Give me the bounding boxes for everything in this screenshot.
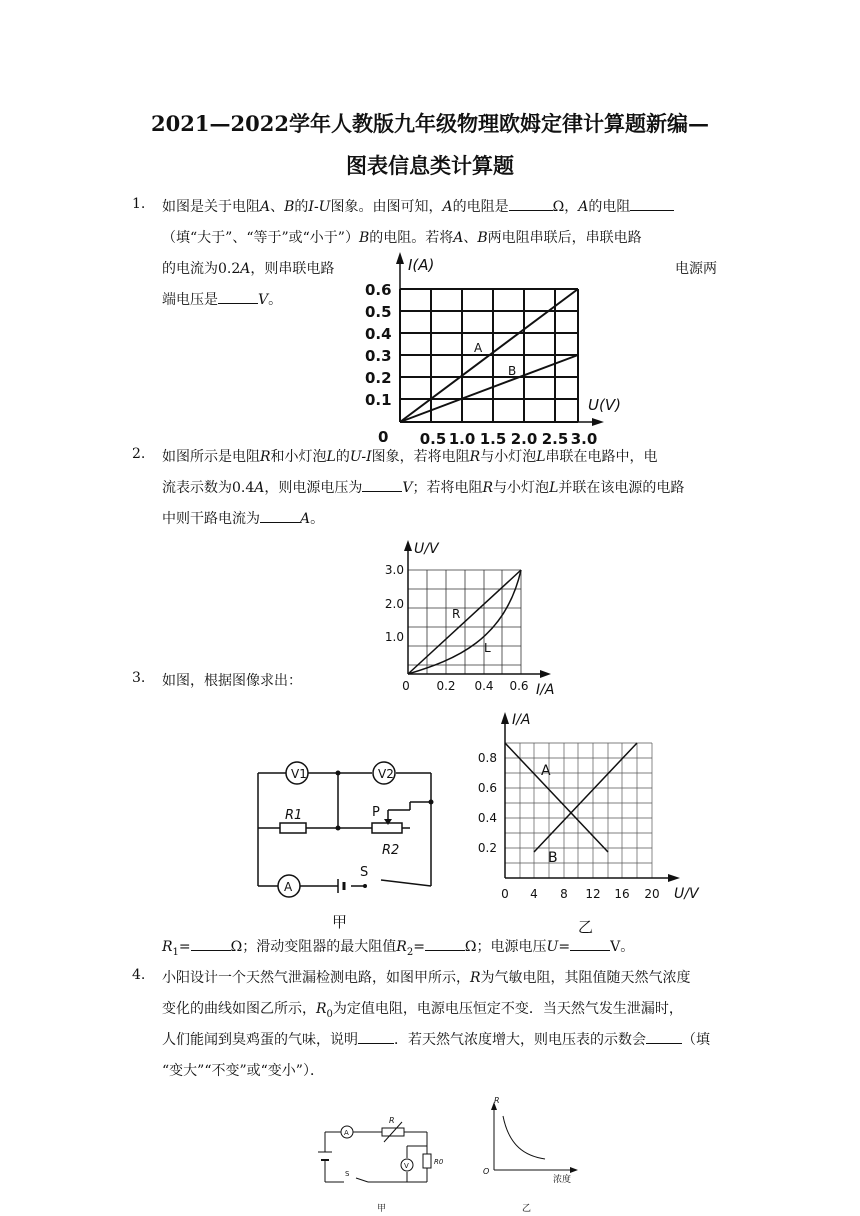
q2-y-tick: 1.0	[384, 630, 404, 644]
q3-x-tick: 8	[560, 887, 568, 901]
q2-x-tick: 0.2	[436, 679, 456, 693]
page-subtitle: 图表信息类计算题	[346, 153, 514, 178]
question-1-line-3: 的电流为0.2A，则串联电路	[162, 261, 335, 277]
q3-circuit-caption: 甲	[332, 913, 348, 931]
q3-x-tick: 20	[644, 887, 660, 901]
q3-x-tick: 0	[501, 887, 509, 901]
question-1-line-4: 端电压是 V。	[162, 292, 283, 308]
q4-origin: O	[483, 1167, 490, 1176]
q3-y-tick: 0.4	[477, 811, 497, 825]
question-4-line-3: 人们能闻到臭鸡蛋的气味，说明 ．若天然气浓度增大，则电压表的示数会 （填	[162, 1032, 710, 1048]
question-2-line-2: 流表示数为0.4A，则电源电压为 V；若将电阻R与小灯泡L并联在该电源的电路	[162, 480, 685, 496]
question-3-number: 3.	[132, 670, 146, 686]
question-4-line-1: 小阳设计一个天然气泄漏检测电路，如图甲所示，R为气敏电阻，其阻值随天然气浓度	[162, 970, 691, 986]
q2-curve-label-l: L	[484, 641, 491, 655]
q1-y-tick: 0.2	[365, 369, 392, 387]
q4-x-axis-label: 浓度	[553, 1175, 572, 1185]
q2-y-tick: 2.0	[384, 597, 404, 611]
q3-y-tick: 0.8	[477, 751, 497, 765]
question-1-line-1: 如图是关于电阻A、B的I-U图象。由图可知，A的电阻是 Ω，A的电阻	[162, 196, 674, 216]
q1-x-tick: 0.5	[419, 430, 447, 448]
q2-curve-label-r: R	[452, 607, 461, 621]
q4-graph-caption: 乙	[522, 1204, 532, 1214]
q3-resistor-2-label: R2	[382, 843, 400, 858]
q3-slider-label: P	[372, 805, 380, 820]
q1-origin: 0	[378, 428, 389, 446]
q1-x-axis-label: U(V)	[588, 396, 621, 414]
q3-y-tick: 0.2	[477, 841, 497, 855]
q3-x-axis-label: U/V	[674, 886, 699, 902]
q3-graph-caption: 乙	[578, 918, 594, 936]
q2-origin: 0	[402, 679, 410, 693]
q2-y-axis-label: U/V	[414, 541, 439, 557]
question-3-line-1: 如图，根据图像求出：	[162, 673, 302, 689]
q4-ammeter: A	[344, 1129, 349, 1137]
q1-x-tick: 3.0	[570, 430, 598, 448]
question-4-number: 4.	[132, 967, 146, 983]
question-2-line-3: 中则干路电流为 A。	[162, 511, 325, 527]
q4-r0-label: R0	[434, 1158, 444, 1166]
question-3-answer-line: $R_1= \Omega$；滑动变阻器的最大阻值$R_2= \Omega$；电源电压U= V。	[162, 939, 635, 958]
q1-x-tick: 1.0	[448, 430, 476, 448]
q3-resistor-1-label: R1	[285, 808, 303, 823]
q3-voltmeter-2: V2	[378, 767, 394, 781]
page-title: 2021—2022学年人教版九年级物理欧姆定律计算题新编—	[151, 111, 709, 136]
q3-y-axis-label: I/A	[512, 712, 531, 728]
q3-switch-label: S	[360, 865, 369, 880]
q4-voltmeter: V	[404, 1162, 409, 1170]
q1-line-label-b: B	[508, 364, 517, 378]
question-1-line-2: （填“大于”、“等于”或“小于”）B的电阻。若将A、B两电阻串联后，串联电路	[162, 230, 642, 246]
q1-line-label-a: A	[474, 341, 483, 355]
question-4-line-2: 变化的曲线如图乙所示，$R_0$为定值电阻，电源电压恒定不变．当天然气发生泄漏时，	[162, 1001, 683, 1020]
q4-y-axis-label: R	[494, 1096, 500, 1105]
q3-y-tick: 0.6	[477, 781, 497, 795]
question-1-number: 1.	[132, 196, 146, 212]
q3-voltmeter-1: V1	[291, 767, 307, 781]
q1-x-tick: 2.0	[510, 430, 538, 448]
q1-y-tick: 0.1	[365, 391, 392, 409]
q1-y-tick: 0.3	[365, 347, 392, 365]
q3-line-label-a: A	[541, 763, 551, 779]
q3-x-tick: 4	[530, 887, 538, 901]
q2-y-tick: 3.0	[384, 563, 404, 577]
q1-x-tick: 2.5	[541, 430, 569, 448]
q3-ammeter: A	[284, 880, 293, 894]
q4-resistor-label: R	[389, 1116, 395, 1125]
q2-x-tick: 0.6	[509, 679, 529, 693]
q3-line-label-b: B	[548, 850, 558, 866]
question-4-line-4: “变大”“不变”或“变小”）．	[162, 1063, 324, 1079]
q1-y-tick: 0.5	[365, 303, 392, 321]
q3-x-tick: 16	[614, 887, 630, 901]
q1-y-axis-label: I(A)	[408, 256, 435, 274]
q2-x-axis-label: I/A	[536, 682, 555, 698]
q4-circuit-caption: 甲	[377, 1204, 387, 1214]
q2-x-tick: 0.4	[474, 679, 494, 693]
q4-switch-label: S	[345, 1170, 350, 1178]
question-2-line-1: 如图所示是电阻R和小灯泡L的U-I图象，若将电阻R与小灯泡L串联在电路中，电	[162, 449, 658, 465]
question-1-line-3b: 电源两	[675, 261, 717, 277]
q3-x-tick: 12	[585, 887, 601, 901]
q1-x-tick: 1.5	[479, 430, 507, 448]
q1-y-tick: 0.4	[365, 325, 392, 343]
question-2-number: 2.	[132, 446, 146, 462]
q1-y-tick: 0.6	[365, 281, 392, 299]
